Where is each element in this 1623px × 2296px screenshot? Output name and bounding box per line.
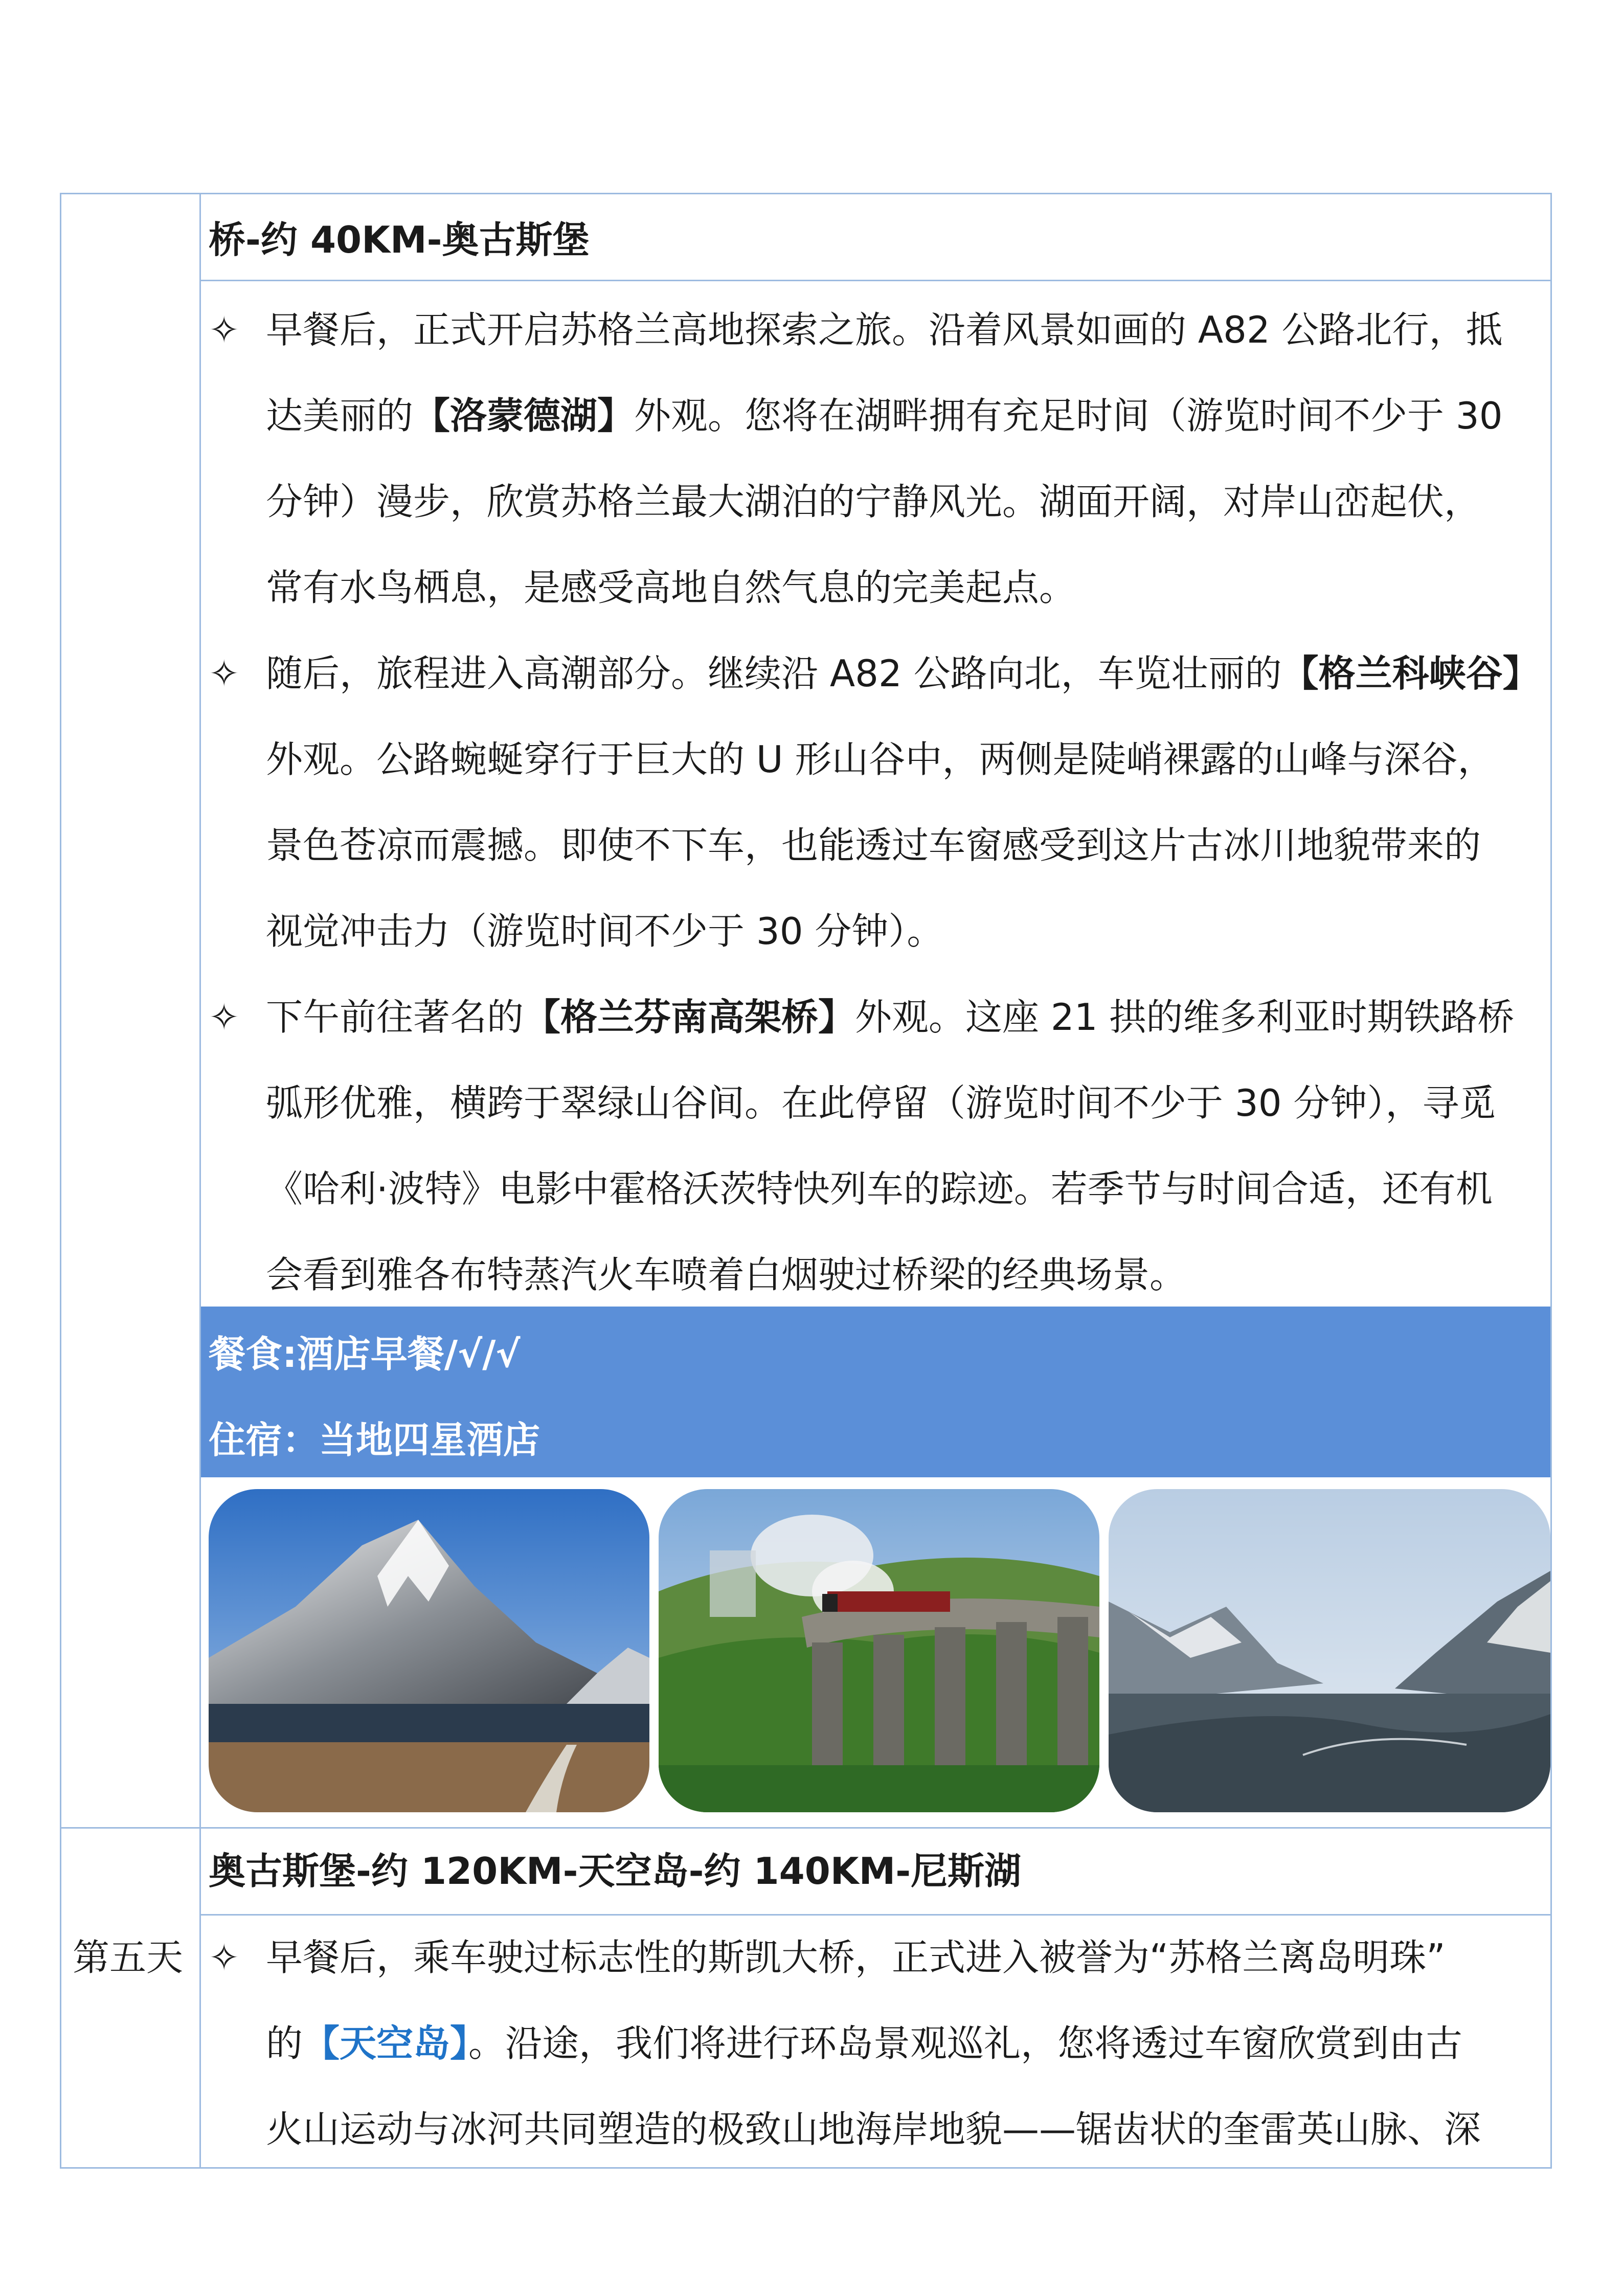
- text-run: 外观。您将在湖畔拥有充足时间（游览时间不少于 30: [634, 394, 1503, 437]
- text-run: 分钟）漫步，欣赏苏格兰最大湖泊的宁静风光。湖面开阔，对岸山峦起伏，: [266, 480, 1481, 523]
- day5-text-line: [266, 2104, 1481, 2155]
- table-top-border: [60, 193, 1552, 194]
- text-run: 早餐后，乘车驶过标志性的斯凯大桥，正式进入被誉为“苏格兰离岛明珠”: [266, 1936, 1446, 1979]
- day-row-divider: [60, 1827, 1552, 1829]
- text-run: 火山运动与冰河共同塑造的极致山地海岸地貌——锯齿状的奎雷英山脉、深: [266, 2108, 1481, 2151]
- photo-snowy-mountain: [209, 1489, 649, 1812]
- text-run: 视觉冲击力（游览时间不少于 30 分钟）。: [266, 910, 944, 953]
- text-run: 景色苍凉而震撼。即使不下车，也能透过车窗感受到这片古冰川地貌带来的: [266, 824, 1481, 867]
- text-run: 弧形优雅，横跨于翠绿山谷间。在此停留（游览时间不少于 30 分钟），寻觅: [266, 1082, 1496, 1124]
- itinerary-text-line: [266, 734, 1494, 785]
- text-run: 常有水鸟栖息，是感受高地自然气息的完美起点。: [266, 566, 1076, 609]
- table-left-border: [60, 193, 61, 2169]
- photo-viaduct-train: [659, 1489, 1099, 1812]
- highlight-place-name: 【洛蒙德湖】: [413, 394, 635, 437]
- itinerary-text-line: [266, 390, 1503, 441]
- itinerary-text-line: [266, 1249, 1186, 1300]
- itinerary-text-line: [266, 304, 1503, 355]
- title-row-divider-2: [199, 1914, 1552, 1916]
- day-label: 第五天: [73, 1936, 184, 1979]
- text-run: 。沿途，我们将进行环岛景观巡礼，您将透过车窗欣赏到由古: [468, 2022, 1463, 2065]
- text-run: 达美丽的: [266, 394, 414, 437]
- itinerary-bullet-marker: ✧: [209, 652, 240, 695]
- text-run: 会看到雅各布特蒸汽火车喷着白烟驶过桥梁的经典场景。: [266, 1253, 1187, 1296]
- text-run: 早餐后，正式开启苏格兰高地探索之旅。沿着风景如画的 A82 公路北行，抵: [266, 308, 1503, 351]
- text-run: 的: [266, 2022, 303, 2065]
- day5-text-line: [266, 2018, 1462, 2069]
- day5-bullet-marker: ✧: [209, 1936, 240, 1979]
- text-run: 外观。这座 21 拱的维多利亚时期铁路桥: [855, 996, 1515, 1039]
- text-run: 随后，旅程进入高潮部分。继续沿 A82 公路向北，车览壮丽的: [266, 652, 1282, 695]
- route-title: 桥-约 40KM-奥古斯堡: [209, 218, 590, 261]
- lodging-label: 住宿：当地四星酒店: [209, 1419, 540, 1461]
- text-run: 外观。公路蜿蜒穿行于巨大的 U 形山谷中，两侧是陡峭裸露的山峰与深谷，: [266, 738, 1495, 781]
- itinerary-text-line: [266, 992, 1514, 1043]
- text-run: 《哈利·波特》电影中霍格沃茨特快列车的踪迹。若季节与时间合适，还有机: [266, 1167, 1493, 1210]
- itinerary-text-line: [266, 476, 1481, 527]
- table-bottom-border: [60, 2167, 1552, 2169]
- day-column-divider: [199, 193, 201, 2169]
- itinerary-text-line: [266, 1163, 1493, 1214]
- itinerary-text-line: [266, 820, 1481, 871]
- title-row-divider: [199, 280, 1552, 281]
- itinerary-bullet-marker: ✧: [209, 308, 240, 351]
- highlight-place-name: 【天空岛】: [303, 2022, 469, 2065]
- itinerary-bullet-marker: ✧: [209, 996, 240, 1039]
- itinerary-text-line: [266, 562, 1076, 613]
- highlight-place-name: 【格兰芬南高架桥】: [524, 996, 855, 1039]
- itinerary-text-line: [266, 906, 943, 957]
- table-right-border: [1550, 193, 1552, 2169]
- itinerary-text-line: [266, 648, 1540, 699]
- route-title-day5: 奥古斯堡-约 120KM-天空岛-约 140KM-尼斯湖: [209, 1850, 1022, 1893]
- highlight-place-name: 【格兰科峡谷】: [1281, 652, 1540, 695]
- itinerary-text-line: [266, 1077, 1496, 1129]
- text-run: 下午前往著名的: [266, 996, 524, 1039]
- photo-glencoe-valley: [1109, 1489, 1550, 1812]
- day5-text-line: [266, 1932, 1446, 1983]
- meal-label: 餐食:酒店早餐/√/√: [209, 1333, 521, 1376]
